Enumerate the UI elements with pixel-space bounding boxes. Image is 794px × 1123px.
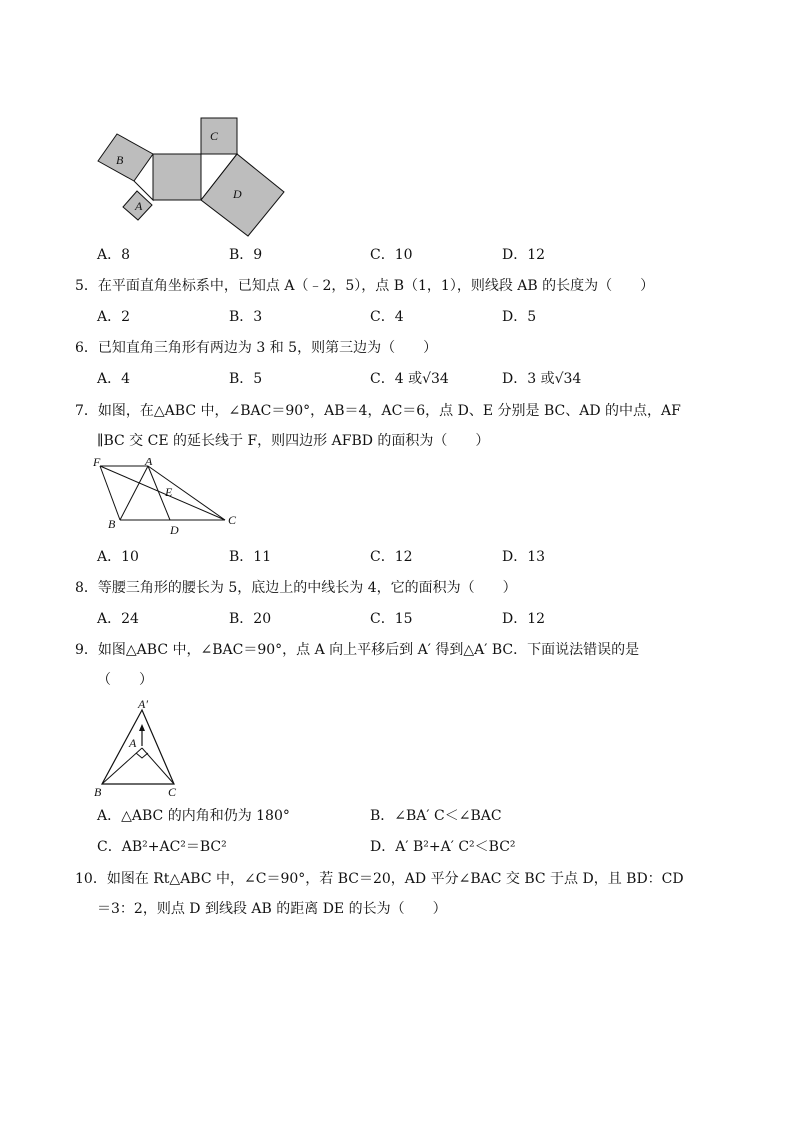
translated-triangle-figure: [90, 696, 190, 800]
fig4-label-a: A: [135, 199, 143, 213]
fig7-label-e: E: [165, 485, 173, 499]
q4-option-c[interactable]: C．10: [370, 247, 413, 263]
q9-option-c[interactable]: C．AB²+AC²＝BC²: [97, 839, 227, 855]
q6-option-b[interactable]: B．5: [229, 371, 263, 387]
squares-figure: [92, 112, 292, 242]
q9-option-a[interactable]: A．△ABC 的内角和仍为 180°: [97, 808, 290, 824]
q7-option-b[interactable]: B．11: [229, 549, 272, 565]
q9-stem-line2: （ ）: [97, 672, 153, 688]
fig9-label-a: A: [129, 736, 137, 750]
q6-option-a[interactable]: A．4: [97, 371, 131, 387]
q5-option-b[interactable]: B．3: [229, 309, 263, 325]
fig7-label-f: F: [93, 458, 101, 469]
q10-stem-line2: ＝3：2，则点 D 到线段 AB 的距离 DE 的长为（ ）: [97, 901, 447, 917]
q7-option-c[interactable]: C．12: [370, 549, 413, 565]
q9-option-d[interactable]: D．A′ B²+A′ C²＜BC²: [370, 839, 516, 855]
q5-option-d[interactable]: D．5: [502, 309, 537, 325]
q7-option-a[interactable]: A．10: [97, 549, 139, 565]
fig4-label-d: D: [233, 187, 242, 201]
q5-option-a[interactable]: A．2: [97, 309, 131, 325]
q4-option-a[interactable]: A．8: [97, 247, 131, 263]
q9-stem-line1: 9．如图△ABC 中，∠BAC＝90°，点 A 向上平移后到 A′ 得到△A′ BC．下面说法错误的是: [75, 642, 640, 658]
q10-stem-line1: 10．如图在 Rt△ABC 中，∠C＝90°，若 BC＝20，AD 平分∠BAC 交 BC 于点 D，且 BD：CD: [75, 871, 684, 887]
q4-option-b[interactable]: B．9: [229, 247, 263, 263]
q6-stem: 6．已知直角三角形有两边为 3 和 5，则第三边为（ ）: [75, 340, 438, 356]
q6-option-c[interactable]: C．4 或√34: [370, 371, 449, 387]
q5-option-c[interactable]: C．4: [370, 309, 404, 325]
fig9-label-c: C: [168, 785, 177, 799]
fig7-label-b: B: [108, 517, 116, 531]
fig7-label-d: D: [170, 523, 179, 537]
q8-option-b[interactable]: B．20: [229, 611, 272, 627]
fig7-label-c: C: [228, 513, 237, 527]
q8-option-d[interactable]: D．12: [502, 611, 546, 627]
fig4-label-b: B: [116, 153, 124, 167]
q8-stem: 8．等腰三角形的腰长为 5，底边上的中线长为 4，它的面积为（ ）: [75, 580, 517, 596]
q9-option-b[interactable]: B．∠BA′ C＜∠BAC: [370, 808, 502, 824]
fig9-label-a-prime: A′: [138, 697, 148, 711]
q7-stem-line2: ∥BC 交 CE 的延长线于 F，则四边形 AFBD 的面积为（ ）: [97, 433, 490, 449]
q5-stem: 5．在平面直角坐标系中，已知点 A（﹣2，5），点 B（1，1），则线段 AB 的长度为（ ）: [75, 278, 655, 294]
q7-stem-line1: 7．如图，在△ABC 中，∠BAC＝90°，AB＝4，AC＝6，点 D、E 分别是 BC、AD 的中点，AF: [75, 403, 681, 419]
fig9-label-b: B: [94, 785, 102, 799]
fig4-label-c: C: [210, 129, 219, 143]
q8-option-c[interactable]: C．15: [370, 611, 413, 627]
q8-option-a[interactable]: A．24: [97, 611, 139, 627]
q7-option-d[interactable]: D．13: [502, 549, 546, 565]
fig7-label-a: A: [145, 458, 153, 468]
q4-option-d[interactable]: D．12: [502, 247, 546, 263]
q6-option-d[interactable]: D．3 或√34: [502, 371, 582, 387]
quadrilateral-figure: [90, 458, 250, 538]
